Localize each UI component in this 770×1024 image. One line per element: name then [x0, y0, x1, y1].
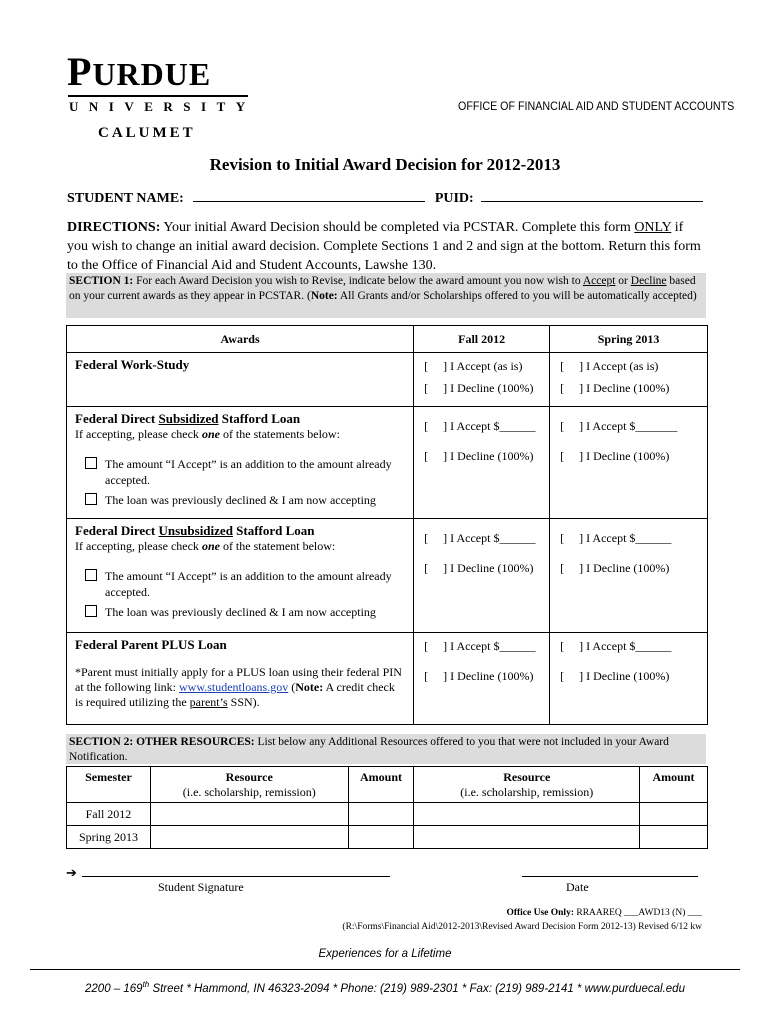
directions: DIRECTIONS: Your initial Award Decision should be completed via PCSTAR. Complete this form ONLY if you wish to change an initial award decision. Complete Sections 1 and 2 and sign at the bottom. Return this form to the Office of Financial Aid and Student Accounts, Lawshe 130. [67, 220, 701, 273]
award-name: Federal Direct Unsubsidized Stafford Loan [75, 523, 315, 538]
amount-input[interactable] [640, 803, 708, 826]
section1-instructions: SECTION 1: For each Award Decision you wish to Revise, indicate below the award amount you now wish to Accept or Decline based on your current awards as they appear in PCSTAR. (Note: All Grants and/or Scholarships offered to you will be automatically accepted) [66, 273, 706, 318]
purdue-logo-wordmark: PURDUE [67, 49, 212, 94]
award-name: Federal Direct Subsidized Stafford Loan [75, 411, 301, 426]
plus-note: *Parent must initially apply for a PLUS loan using their federal PIN at the following link: www.studentloans.gov (Note: A credit check is required utilizing the parent’s SSN). [75, 665, 402, 709]
signature-line[interactable] [82, 876, 390, 877]
fall-decline-option[interactable]: [ ] I Decline (100%) [424, 669, 534, 683]
fall-accept-amount[interactable]: [ ] I Accept $______ [424, 419, 536, 433]
spring-header: Spring 2013 [550, 326, 708, 353]
fall-accept-amount[interactable]: [ ] I Accept $______ [424, 531, 536, 545]
tagline: Experiences for a Lifetime [318, 948, 452, 960]
date-line[interactable] [522, 876, 698, 877]
puid-field[interactable] [481, 190, 703, 202]
amount-input[interactable] [348, 803, 414, 826]
fall-header: Fall 2012 [414, 326, 550, 353]
logo-campus-text: CALUMET [98, 125, 196, 141]
checkbox-icon[interactable] [85, 493, 97, 505]
statement-addition[interactable]: The amount “I Accept” is an addition to the amount already accepted. [67, 456, 413, 488]
spring-decline-option[interactable]: [ ] I Decline (100%) [560, 561, 670, 575]
resource-header: Resource (i.e. scholarship, remission) [414, 767, 640, 803]
awards-header: Awards [67, 326, 414, 353]
resource-input[interactable] [414, 803, 640, 826]
student-name-field[interactable] [193, 190, 425, 202]
semester-cell: Fall 2012 [67, 803, 151, 826]
studentloans-link[interactable]: www.studentloans.gov [179, 680, 289, 694]
puid-label: PUID: [434, 191, 474, 206]
fall-accept-option[interactable]: [ ] I Accept (as is) [424, 359, 523, 373]
office-name: OFFICE OF FINANCIAL AID AND STUDENT ACCOUNTS [458, 101, 735, 113]
other-resources-table [66, 766, 708, 849]
spring-accept-option[interactable]: [ ] I Accept (as is) [560, 359, 659, 373]
amount-header: Amount [348, 767, 414, 803]
resource-input[interactable] [150, 826, 348, 849]
form-path: (R:\Forms\Financial Aid\2012-2013\Revised Award Decision Form 2012-13) Revised 6/12 kw [342, 922, 702, 932]
section2-instructions: SECTION 2: OTHER RESOURCES: List below any Additional Resources offered to you that were not included in your Award Notification. [66, 734, 706, 764]
table-row [67, 519, 708, 633]
spring-decline-option[interactable]: [ ] I Decline (100%) [560, 669, 670, 683]
form-title: Revision to Initial Award Decision for 2012-2013 [209, 155, 561, 174]
student-signature-label: Student Signature [158, 880, 244, 894]
table-row [67, 633, 708, 725]
fall-accept-amount[interactable]: [ ] I Accept $______ [424, 639, 536, 653]
statement-addition[interactable]: The amount “I Accept” is an addition to the amount already accepted. [67, 568, 413, 600]
student-name-label: STUDENT NAME: [67, 191, 184, 206]
footer-rule [30, 969, 740, 970]
fall-decline-option[interactable]: [ ] I Decline (100%) [424, 381, 534, 395]
office-use-block [342, 906, 702, 934]
amount-header: Amount [640, 767, 708, 803]
logo-rule [68, 95, 248, 97]
amount-input[interactable] [640, 826, 708, 849]
semester-cell: Spring 2013 [67, 826, 151, 849]
award-instructions: If accepting, please check one of the statement below: [75, 539, 336, 553]
fall-decline-option[interactable]: [ ] I Decline (100%) [424, 449, 534, 463]
resource-header: Resource (i.e. scholarship, remission) [150, 767, 348, 803]
amount-input[interactable] [348, 826, 414, 849]
resource-input[interactable] [150, 803, 348, 826]
spring-decline-option[interactable]: [ ] I Decline (100%) [560, 381, 670, 395]
award-name: Federal Work-Study [75, 357, 190, 372]
logo-university-text: UNIVERSITY [69, 99, 256, 114]
award-instructions: If accepting, please check one of the statements below: [75, 427, 340, 441]
award-name: Federal Parent PLUS Loan [75, 637, 227, 652]
statement-previously-declined[interactable]: The loan was previously declined & I am now accepting [67, 604, 413, 620]
arrow-icon: ➔ [66, 865, 77, 880]
spring-accept-amount[interactable]: [ ] I Accept $______ [560, 531, 672, 545]
statement-previously-declined[interactable]: The loan was previously declined & I am now accepting [67, 492, 413, 508]
table-row [67, 826, 708, 849]
awards-table [66, 325, 708, 725]
table-row [67, 407, 708, 519]
checkbox-icon[interactable] [85, 457, 97, 469]
checkbox-icon[interactable] [85, 569, 97, 581]
spring-accept-amount[interactable]: [ ] I Accept $______ [560, 639, 672, 653]
spring-decline-option[interactable]: [ ] I Decline (100%) [560, 449, 670, 463]
resource-input[interactable] [414, 826, 640, 849]
date-label: Date [566, 880, 589, 894]
spring-accept-amount[interactable]: [ ] I Accept $_______ [560, 419, 678, 433]
office-use-line: Office Use Only: RRAAREQ ___AWD13 (N) ___ [506, 908, 702, 918]
fall-decline-option[interactable]: [ ] I Decline (100%) [424, 561, 534, 575]
footer-address: 2200 – 169th Street * Hammond, IN 46323-2094 * Phone: (219) 989-2301 * Fax: (219) 989-2141 * www.purduecal.edu [85, 980, 685, 995]
student-name-row [67, 190, 703, 207]
checkbox-icon[interactable] [85, 605, 97, 617]
semester-header: Semester [67, 767, 151, 803]
table-row [67, 803, 708, 826]
table-row [67, 353, 708, 407]
